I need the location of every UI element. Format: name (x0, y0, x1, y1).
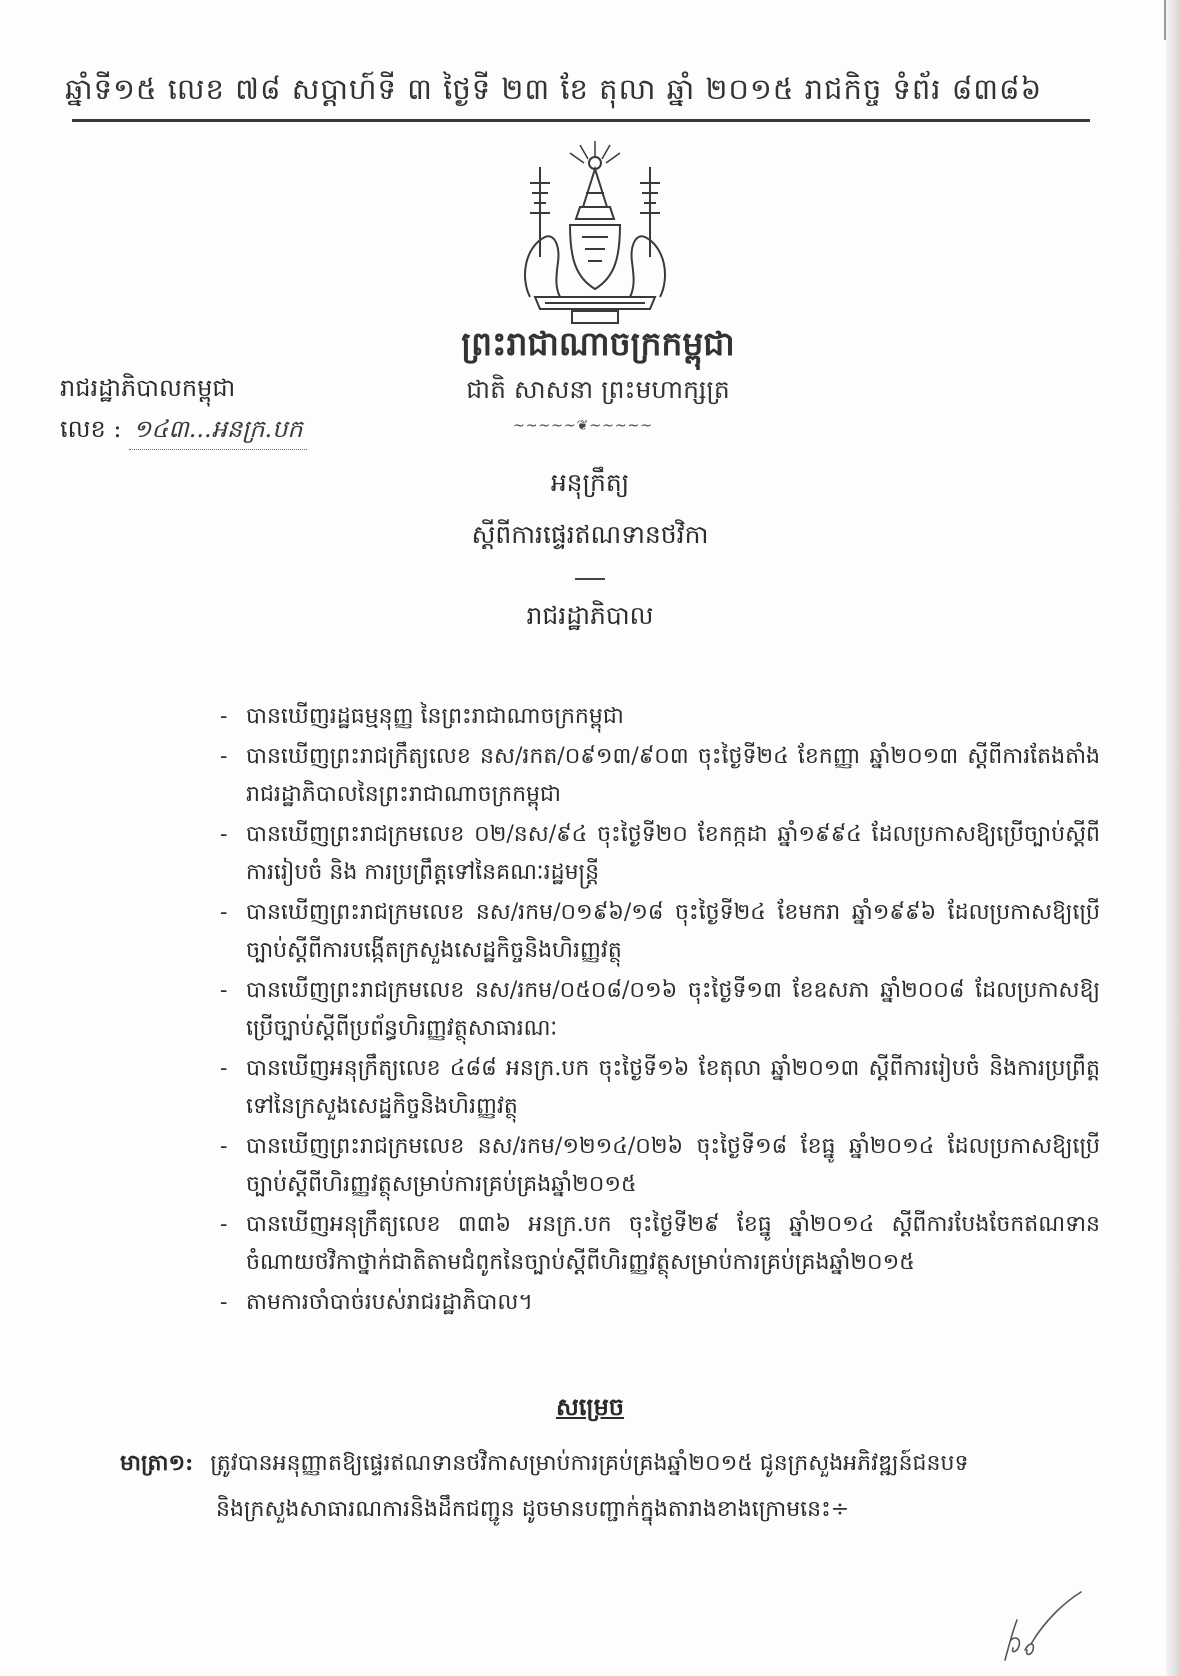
kingdom-title: ព្រះរាជាណាចក្រកម្ពុជា (461, 324, 735, 363)
short-dash-divider (575, 578, 605, 580)
document-type: អនុក្រឹត្យ (550, 468, 630, 497)
reference-handwritten-value: ១៤៣...អនក្រ.បក (129, 414, 307, 450)
consideration-item: - បានឃើញអនុក្រឹត្យលេខ ៤៨៨ អនក្រ.បក ចុះថ្ងៃទី១៦ ខែតុលា ឆ្នាំ២០១៣ ស្ដីពីការរៀបចំ និងការប្រព្រឹត្តទៅនៃក្រសួងសេដ្ឋកិច្ចនិងហិរញ្ញវត្ថុ (220, 1050, 1100, 1126)
consideration-item: - បានឃើញអនុក្រឹត្យលេខ ៣៣៦ អនក្រ.បក ចុះថ្ងៃទី២៩ ខែធ្នូ ឆ្នាំ២០១៤ ស្ដីពីការបែងចែកឥណទានចំណាយថវិកាថ្នាក់ជាតិតាមជំពូកនៃច្បាប់ស្ដីពីហិរញ្ញវត្ថុសម្រាប់ការគ្រប់គ្រងឆ្នាំ២០១៥ (220, 1206, 1100, 1282)
royal-arms-emblem-icon (500, 137, 690, 327)
national-motto: ជាតិ សាសនា ព្រះមហាក្សត្រ (466, 375, 730, 404)
article-1-line-2: និងក្រសួងសាធារណការនិងដឹកជញ្ជូន ដូចមានបញ្ជាក់ក្នុងតារាងខាងក្រោមនេះ÷ (216, 1497, 850, 1522)
gazette-header: ឆ្នាំទី១៥ លេខ ៧៨ សប្ដាហ៍ទី ៣ ថ្ងៃទី ២៣ ខែ តុលា ឆ្នាំ ២០១៥ រាជកិច្ច ទំព័រ ៨៣៨៦ (65, 72, 1043, 106)
consideration-item: - បានឃើញព្រះរាជក្រមលេខ ០២/នស/៩៤ ចុះថ្ងៃទី២០ ខែកក្កដា ឆ្នាំ១៩៩៤ ដែលប្រកាសឱ្យប្រើច្បាប់ស្ដីពីការរៀបចំ និង ការប្រព្រឹត្តទៅនៃគណៈរដ្ឋមន្ត្រី (220, 816, 1100, 892)
reference-prefix: លេខ : (60, 415, 122, 443)
consideration-item: - បានឃើញព្រះរាជក្រមលេខ នស/រកម/០១៩៦/១៨ ចុះថ្ងៃទី២៤ ខែមករា ឆ្នាំ១៩៩៦ ដែលប្រកាសឱ្យប្រើច្បាប់ស្ដីពីការបង្កើតក្រសួងសេដ្ឋកិច្ចនិងហិរញ្ញវត្ថុ (220, 894, 1100, 970)
scan-edge-shadow (1166, 0, 1180, 1676)
reference-number (60, 414, 307, 450)
handwritten-initials-icon (985, 1590, 1085, 1670)
header-rule (72, 119, 1090, 122)
ornament-divider: ~~~~~❦~~~~~ (512, 418, 654, 434)
authority-heading: រាជរដ្ឋាភិបាល (526, 601, 654, 630)
article-1 (120, 1440, 1080, 1533)
consideration-item: - បានឃើញរដ្ឋធម្មនុញ្ញ នៃព្រះរាជាណាចក្រកម្ពុជា (220, 698, 1100, 736)
document-subject: ស្ដីពីការផ្ទេរឥណទានថវិកា (471, 520, 709, 549)
issuer-name: រាជរដ្ឋាភិបាលកម្ពុជា (60, 374, 236, 402)
scan-speck (1164, 0, 1166, 40)
decision-heading: សម្រេច (555, 1392, 625, 1421)
considerations-list (220, 698, 1100, 1324)
consideration-item: - បានឃើញព្រះរាជក្រមលេខ នស/រកម/១២១៤/០២៦ ចុះថ្ងៃទី១៨ ខែធ្នូ ឆ្នាំ២០១៤ ដែលប្រកាសឱ្យប្រើច្បាប់ស្ដីពីហិរញ្ញវត្ថុសម្រាប់ការគ្រប់គ្រងឆ្នាំ២០១៥ (220, 1128, 1100, 1204)
article-1-label: មាត្រា១: (120, 1450, 194, 1476)
article-1-line-1: ត្រូវបានអនុញ្ញាតឱ្យផ្ទេរឥណទានថវិកាសម្រាប់ការគ្រប់គ្រងឆ្នាំ២០១៥ ជូនក្រសួងអភិវឌ្ឍន៍ជនបទ (210, 1451, 969, 1476)
consideration-item: - បានឃើញព្រះរាជក្រឹត្យលេខ នស/រកត/០៩១៣/៩០៣ ចុះថ្ងៃទី២៤ ខែកញ្ញា ឆ្នាំ២០១៣ ស្ដីពីការតែងតាំងរាជរដ្ឋាភិបាលនៃព្រះរាជាណាចក្រកម្ពុជា (220, 738, 1100, 814)
consideration-item: - បានឃើញព្រះរាជក្រមលេខ នស/រកម/០៥០៨/០១៦ ចុះថ្ងៃទី១៣ ខែឧសភា ឆ្នាំ២០០៨ ដែលប្រកាសឱ្យប្រើច្បាប់ស្ដីពីប្រព័ន្ធហិរញ្ញវត្ថុសាធារណៈ (220, 972, 1100, 1048)
consideration-item: - តាមការចាំបាច់របស់រាជរដ្ឋាភិបាល។ (220, 1284, 1100, 1322)
